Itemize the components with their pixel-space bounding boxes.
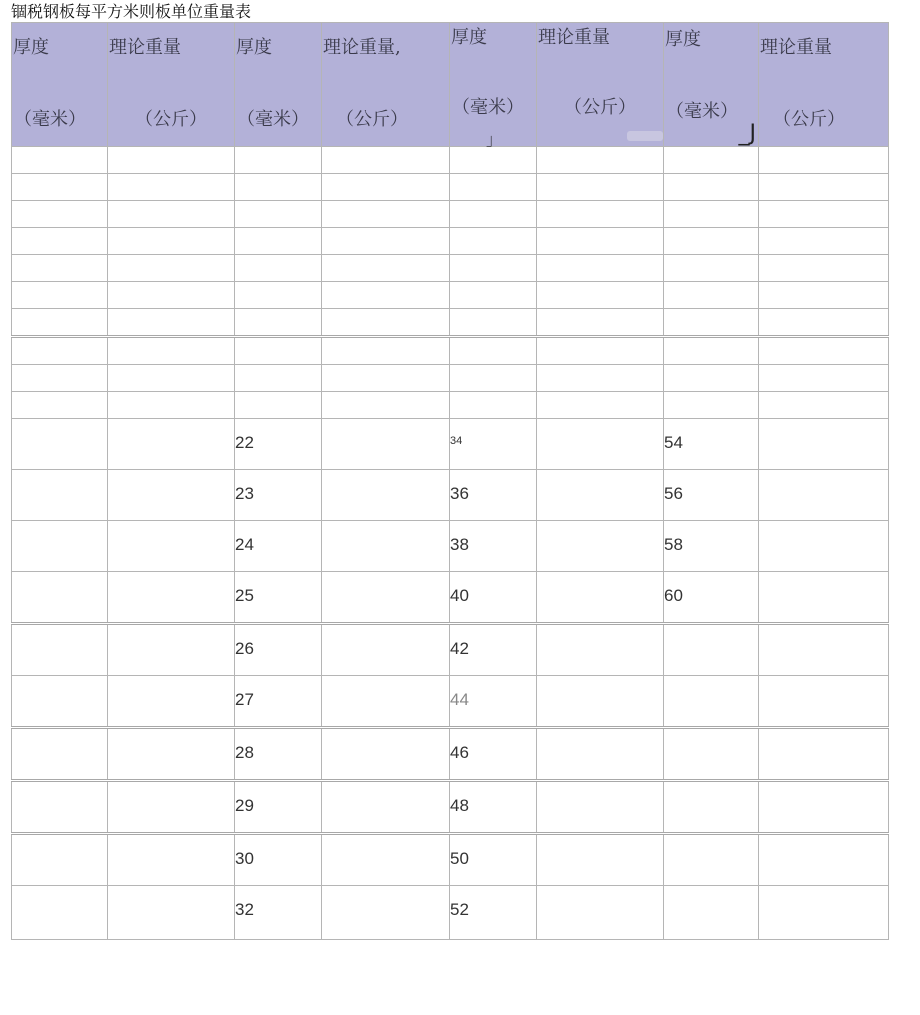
table-row [12, 624, 889, 676]
table-row [12, 781, 889, 834]
table-row [12, 834, 889, 886]
header-unit: （公斤） [564, 97, 636, 118]
thickness-cell: 23 [235, 484, 254, 503]
thickness-cell: 29 [235, 796, 254, 815]
thickness-cell: 38 [450, 535, 469, 554]
header-unit: （公斤） [773, 109, 845, 130]
header-cell-weight-2 [322, 23, 450, 147]
thickness-cell: 26 [235, 639, 254, 658]
table-row [12, 886, 889, 940]
header-unit: （公斤） [336, 109, 408, 130]
header-cell-weight-3 [537, 23, 664, 147]
thickness-cell: 50 [450, 849, 469, 868]
table-row [12, 309, 889, 337]
header-label: 理论重量 [109, 37, 181, 58]
thickness-cell: 46 [450, 743, 469, 762]
header-label: 理论重量, [323, 37, 401, 58]
header-cell-weight-1 [108, 23, 235, 147]
table-row [12, 201, 889, 228]
table-row [12, 676, 889, 728]
table-row [12, 572, 889, 624]
header-cell-weight-4 [759, 23, 889, 147]
thickness-cell: 58 [664, 535, 683, 554]
header-label: 厚度 [451, 27, 487, 48]
thickness-cell: 36 [450, 484, 469, 503]
header-unit: （毫米） [452, 97, 524, 118]
thickness-cell: 34 [450, 435, 463, 447]
thickness-cell: 30 [235, 849, 254, 868]
header-unit: （毫米） [237, 109, 309, 130]
smudge-mark [627, 131, 663, 141]
table-row [12, 147, 889, 174]
table-row [12, 255, 889, 282]
table-row [12, 365, 889, 392]
thickness-cell: 24 [235, 535, 254, 554]
header-label: 厚度 [665, 29, 701, 50]
table-row [12, 228, 889, 255]
table-row [12, 392, 889, 419]
thickness-cell: 28 [235, 743, 254, 762]
stray-mark: 」 [486, 130, 503, 149]
table-row [12, 282, 889, 309]
thickness-cell: 60 [664, 586, 683, 605]
header-cell-thickness-2 [235, 23, 322, 147]
header-label: 厚度 [236, 37, 272, 58]
thickness-cell: 44 [450, 690, 469, 709]
table-row [12, 337, 889, 365]
header-label: 理论重量 [760, 37, 832, 58]
thickness-cell: 25 [235, 586, 254, 605]
table-row [12, 174, 889, 201]
thickness-cell: 56 [664, 484, 683, 503]
header-cell-thickness-4 [664, 23, 759, 147]
stray-mark: _J [738, 121, 756, 146]
table-row [12, 470, 889, 521]
header-row [12, 23, 889, 147]
header-cell-thickness-3 [450, 23, 537, 147]
thickness-cell: 42 [450, 639, 469, 658]
header-label: 理论重量 [538, 27, 610, 48]
thickness-cell: 32 [235, 900, 254, 919]
header-label: 厚度 [13, 37, 49, 58]
header-unit: （公斤） [135, 109, 207, 130]
header-unit: （毫米） [14, 109, 86, 130]
table-row [12, 521, 889, 572]
document-title: 锢税钢板每平方米则板单位重量表 [11, 2, 252, 21]
table-row [12, 419, 889, 470]
thickness-cell: 27 [235, 690, 254, 709]
weight-table [11, 22, 889, 940]
thickness-cell: 22 [235, 433, 254, 452]
header-unit: （毫米） [666, 101, 738, 122]
thickness-cell: 40 [450, 586, 469, 605]
thickness-cell: 52 [450, 900, 469, 919]
table-row [12, 728, 889, 781]
thickness-cell: 54 [664, 433, 683, 452]
header-cell-thickness-1 [12, 23, 108, 147]
thickness-cell: 48 [450, 796, 469, 815]
